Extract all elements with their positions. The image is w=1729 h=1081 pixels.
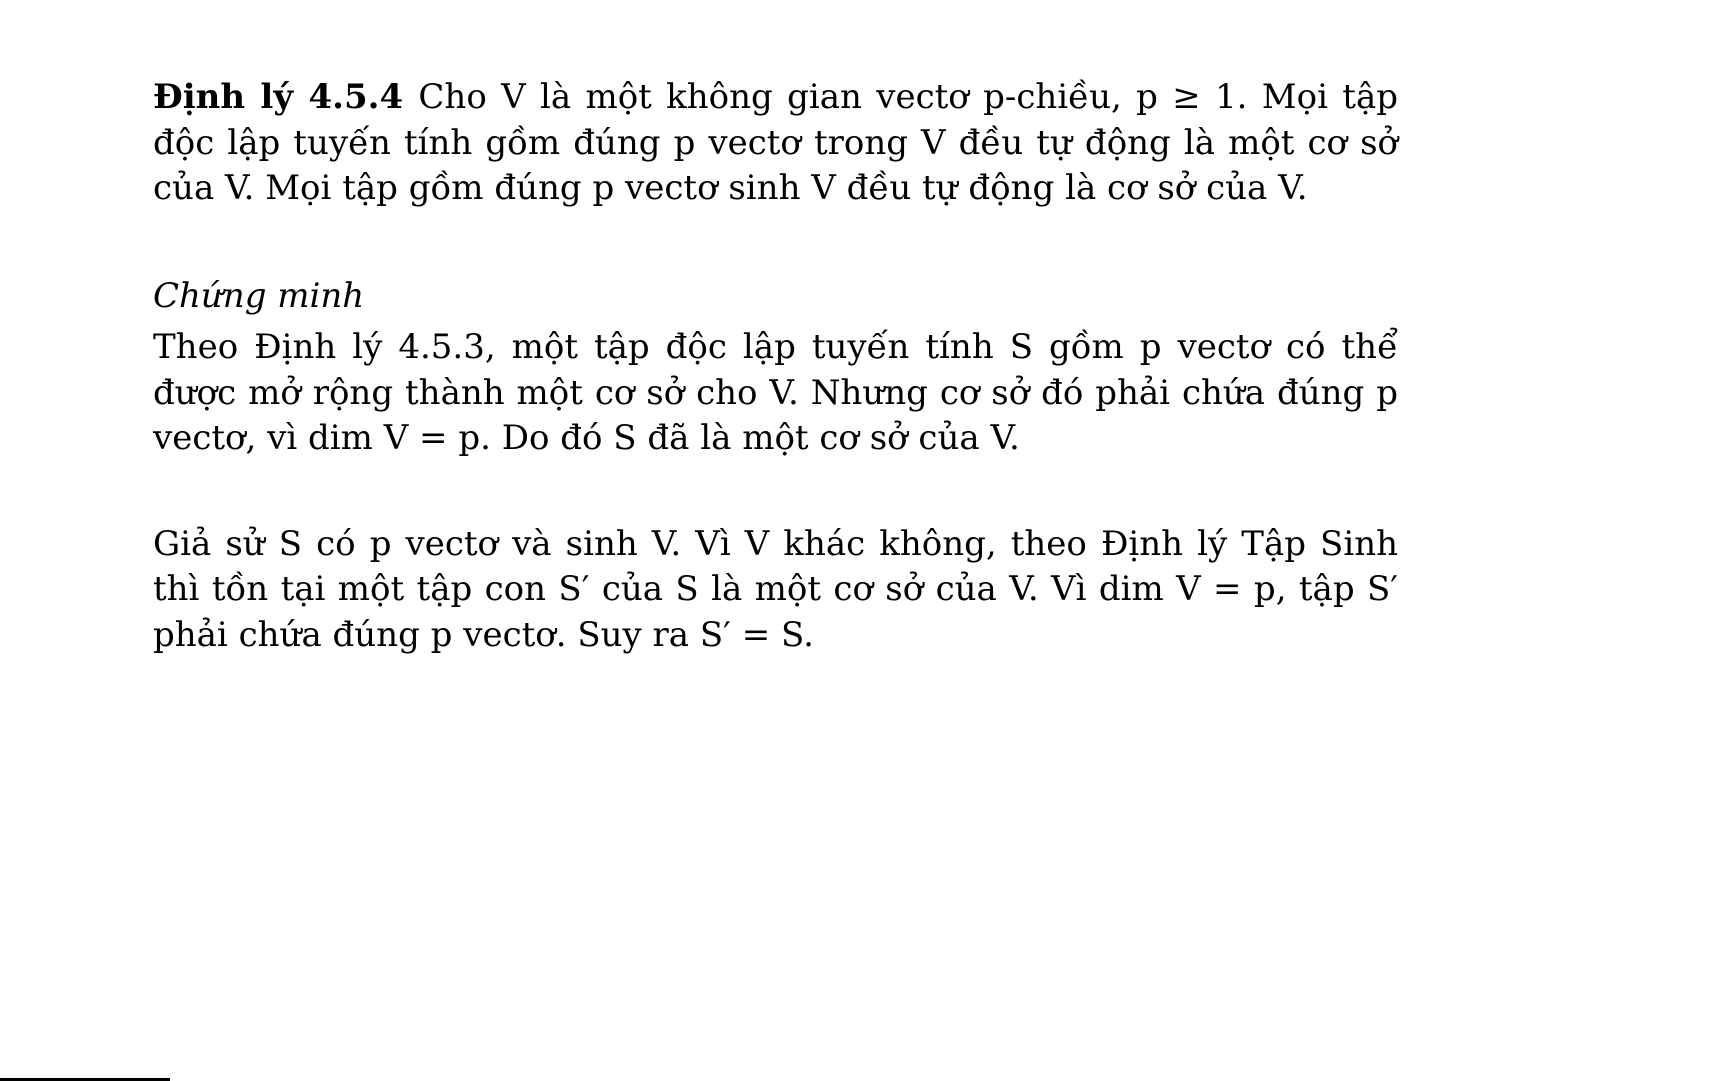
document-body [153,75,1398,658]
theorem-statement [153,75,1398,212]
proof-paragraph-2: Giả sử S có p vectơ và sinh V. Vì V khác không, theo Định lý Tập Sinh thì tồn tại một tập con S′ của S là một cơ sở của V. Vì dim V = p, tập S′ phải chứa đúng p vectơ. Suy ra S′ = S. [153,523,1398,655]
proof-heading: Chứng minh [153,275,365,316]
proof-paragraph-1: Theo Định lý 4.5.3, một tập độc lập tuyến tính S gồm p vectơ có thể được mở rộng thành một cơ sở cho V. Nhưng cơ sở đó phải chứa đúng p vectơ, vì dim V = p. Do đó S đã là một cơ sở của V. [153,327,1398,458]
theorem-text: Cho V là một không gian vectơ p-chiều, p ≥ 1. Mọi tập độc lập tuyến tính gồm đúng p vectơ trong V đều tự động là một cơ sở của V. Mọi tập gồm đúng p vectơ sinh V đều tự động là cơ sở của V. [153,77,1398,208]
theorem-label: Định lý 4.5.4 [153,77,404,117]
